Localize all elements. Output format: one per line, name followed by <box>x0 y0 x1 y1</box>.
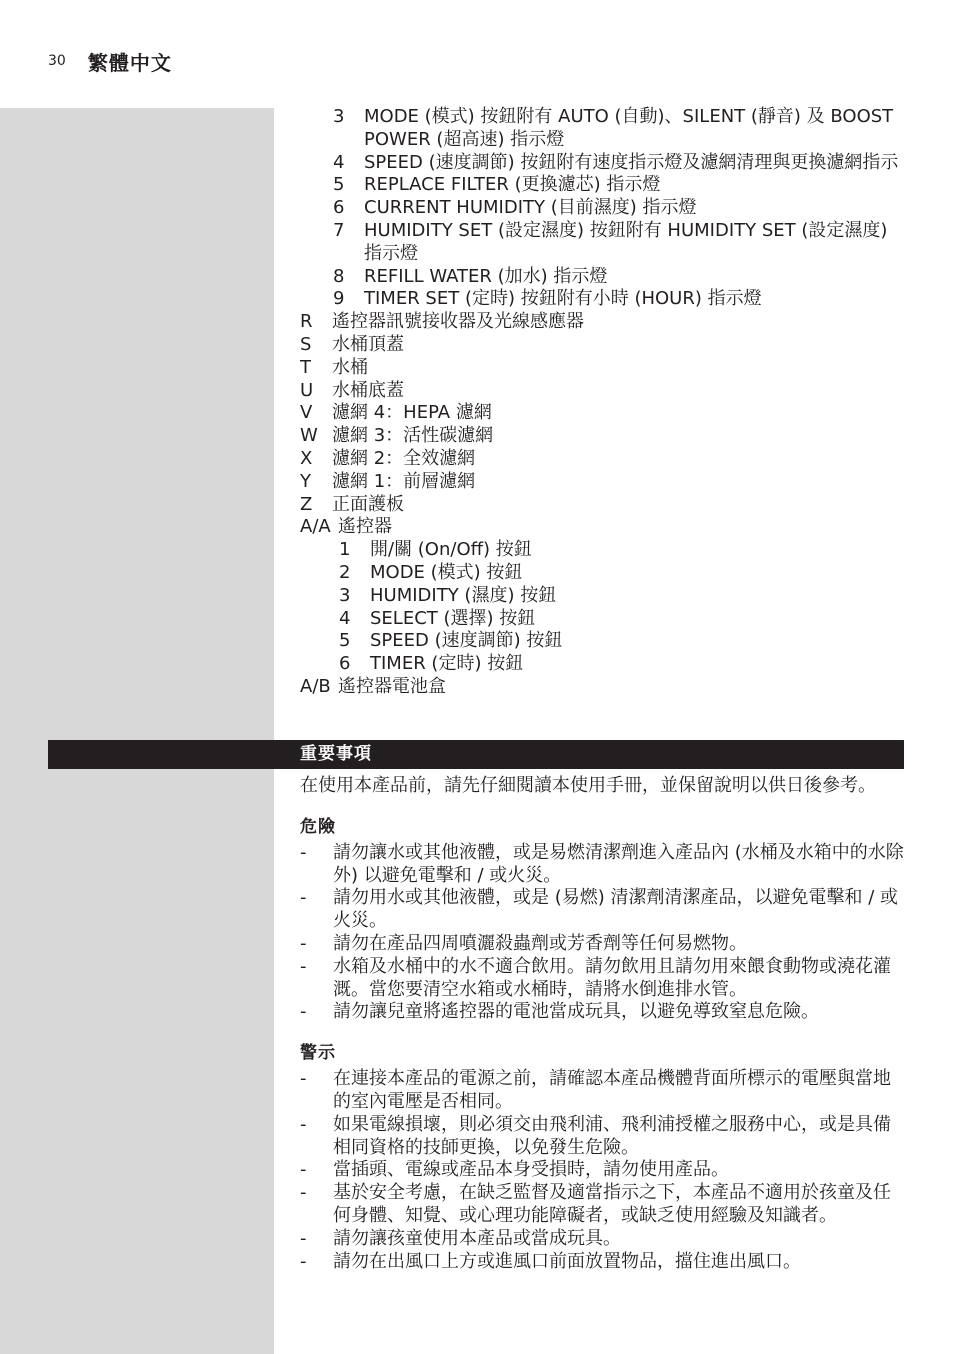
list-item <box>300 494 906 517</box>
bullet-dash: - <box>300 887 307 909</box>
list-item-text: 開/關 (On/Off) 按鈕 <box>370 539 532 561</box>
parts-list <box>300 106 906 699</box>
bullet-text: 基於安全考慮，在缺乏監督及適當指示之下，本產品不適用於孩童及任何身體、知覺、或心理功能障礙者，或缺乏使用經驗及知識者。 <box>333 1182 891 1226</box>
list-item-text: 濾網 3：活性碳濾網 <box>332 425 494 447</box>
list-item-label: 1 <box>339 539 351 561</box>
list-item-label: Z <box>300 493 313 515</box>
list-item-text: SELECT (選擇) 按鈕 <box>370 607 536 629</box>
list-item-label: X <box>300 447 313 469</box>
list-item <box>300 516 906 539</box>
list-item-label: U <box>300 379 314 401</box>
list-item-text: HUMIDITY SET (設定濕度) 按鈕附有 HUMIDITY SET (設定濕度) 指示燈 <box>364 219 888 264</box>
list-item-label: 8 <box>333 265 345 287</box>
section-header-bar <box>48 740 904 769</box>
bullet-item <box>300 1228 906 1251</box>
bullet-text: 請勿讓孩童使用本產品或當成玩具。 <box>333 1227 621 1249</box>
bullet-item <box>300 1001 906 1024</box>
bullet-item <box>300 887 906 933</box>
list-item-text: HUMIDITY (濕度) 按鈕 <box>370 584 557 606</box>
list-item-text: REPLACE FILTER (更換濾芯) 指示燈 <box>364 174 661 196</box>
list-item <box>300 402 906 425</box>
danger-list <box>300 842 906 1024</box>
list-item-text: REFILL WATER (加水) 指示燈 <box>364 265 608 287</box>
safety-section <box>300 775 906 1273</box>
bullet-dash: - <box>300 1001 307 1023</box>
list-item-text: CURRENT HUMIDITY (目前濕度) 指示燈 <box>364 197 697 219</box>
list-item <box>300 562 906 585</box>
list-item <box>300 380 906 403</box>
list-item-label: 7 <box>333 219 345 241</box>
list-item-text: 遙控器 <box>338 516 392 538</box>
list-item-label: 4 <box>339 607 351 629</box>
list-item-label: 6 <box>339 653 351 675</box>
bullet-dash: - <box>300 1159 307 1181</box>
bullet-text: 請勿讓兒童將遙控器的電池當成玩具，以避免導致窒息危險。 <box>333 1001 819 1023</box>
bullet-item <box>300 1068 906 1114</box>
list-item-text: 遙控器訊號接收器及光線感應器 <box>332 311 584 333</box>
list-item-text: 水桶底蓋 <box>332 379 404 401</box>
list-item-label: V <box>300 402 313 424</box>
list-item-text: 水桶頂蓋 <box>332 333 404 355</box>
list-item-text: TIMER (定時) 按鈕 <box>370 653 524 675</box>
bullet-text: 請勿用水或其他液體，或是 (易燃) 清潔劑清潔產品，以避免電擊和 / 或火災。 <box>333 887 898 932</box>
list-item-text: SPEED (速度調節) 按鈕附有速度指示燈及濾網清理與更換濾網指示 <box>364 151 899 173</box>
bullet-text: 水箱及水桶中的水不適合飲用。請勿飲用且請勿用來餵食動物或澆花灌溉。當您要清空水箱或水桶時，請將水倒進排水管。 <box>333 955 891 1000</box>
bullet-dash: - <box>300 1250 307 1272</box>
list-item <box>300 448 906 471</box>
bullet-dash: - <box>300 1227 307 1249</box>
list-item <box>300 471 906 494</box>
bullet-item <box>300 1114 906 1160</box>
page-header <box>48 46 172 76</box>
warning-heading: 警示 <box>300 1043 336 1064</box>
list-item <box>300 220 906 266</box>
bullet-text: 請勿在產品四周噴灑殺蟲劑或芳香劑等任何易燃物。 <box>333 932 747 954</box>
bullet-dash: - <box>300 1068 307 1090</box>
list-item <box>300 608 906 631</box>
list-item-text: 遙控器電池盒 <box>338 675 446 697</box>
list-item-label: 2 <box>339 561 351 583</box>
bullet-dash: - <box>300 932 307 954</box>
bullet-item <box>300 1182 906 1228</box>
list-item-label: 4 <box>333 151 345 173</box>
list-item-label: 6 <box>333 197 345 219</box>
danger-heading: 危險 <box>300 816 336 837</box>
list-item-label: 5 <box>339 630 351 652</box>
list-item <box>300 585 906 608</box>
warning-list <box>300 1068 906 1273</box>
intro-paragraph: 在使用本產品前，請先仔細閱讀本使用手冊，並保留說明以供日後參考。 <box>300 775 876 796</box>
list-item-text: 正面護板 <box>332 493 404 515</box>
list-item <box>300 152 906 175</box>
list-item-text: 濾網 1：前層濾網 <box>332 470 476 492</box>
list-item-label: S <box>300 333 312 355</box>
list-item <box>300 266 906 289</box>
bullet-item <box>300 1251 906 1274</box>
list-item-label: 9 <box>333 288 345 310</box>
list-item <box>300 197 906 220</box>
bullet-dash: - <box>300 1113 307 1135</box>
bullet-item <box>300 933 906 956</box>
bullet-item <box>300 842 906 888</box>
list-item-text: MODE (模式) 按鈕附有 AUTO (自動)、SILENT (靜音) 及 BOOST POWER (超高速) 指示燈 <box>364 106 894 150</box>
list-item-text: 濾網 2：全效濾網 <box>332 447 476 469</box>
list-item <box>300 676 906 699</box>
list-item <box>300 334 906 357</box>
list-item <box>300 653 906 676</box>
list-item <box>300 174 906 197</box>
bullet-text: 請勿在出風口上方或進風口前面放置物品，擋住進出風口。 <box>333 1250 801 1272</box>
list-item <box>300 539 906 562</box>
list-item <box>300 311 906 334</box>
list-item-text: 濾網 4：HEPA 濾網 <box>332 402 492 424</box>
list-item <box>300 106 906 152</box>
list-item <box>300 425 906 448</box>
bullet-item <box>300 1159 906 1182</box>
bullet-dash: - <box>300 955 307 977</box>
list-item-text: 水桶 <box>332 356 368 378</box>
list-item-label: 5 <box>333 174 345 196</box>
page-number: 30 <box>48 53 66 69</box>
list-item-label: A/A <box>300 516 331 538</box>
bullet-dash: - <box>300 841 307 863</box>
bullet-dash: - <box>300 1182 307 1204</box>
list-item <box>300 630 906 653</box>
list-item-label: 3 <box>333 106 345 127</box>
bullet-text: 如果電線損壞，則必須交由飛利浦、飛利浦授權之服務中心，或是具備相同資格的技師更換，以免發生危險。 <box>333 1113 891 1158</box>
list-item <box>300 357 906 380</box>
list-item-text: MODE (模式) 按鈕 <box>370 561 523 583</box>
bullet-item <box>300 956 906 1002</box>
list-item-label: W <box>300 425 318 447</box>
list-item <box>300 288 906 311</box>
bullet-text: 在連接本產品的電源之前，請確認本產品機體背面所標示的電壓與當地的室內電壓是否相同。 <box>333 1068 891 1112</box>
bullet-text: 請勿讓水或其他液體，或是易燃清潔劑進入產品內 (水桶及水箱中的水除外) 以避免電擊和 / 或火災。 <box>333 841 904 886</box>
section-title: 重要事項 <box>300 744 372 764</box>
language-title: 繁體中文 <box>87 50 172 75</box>
left-margin-panel <box>0 108 274 1354</box>
list-item-label: A/B <box>300 675 331 697</box>
list-item-label: T <box>300 356 311 378</box>
list-item-text: SPEED (速度調節) 按鈕 <box>370 630 563 652</box>
list-item-label: 3 <box>339 584 351 606</box>
list-item-label: R <box>300 311 313 333</box>
list-item-label: Y <box>300 470 311 492</box>
bullet-text: 當插頭、電線或產品本身受損時，請勿使用產品。 <box>333 1159 729 1181</box>
list-item-text: TIMER SET (定時) 按鈕附有小時 (HOUR) 指示燈 <box>364 288 762 310</box>
